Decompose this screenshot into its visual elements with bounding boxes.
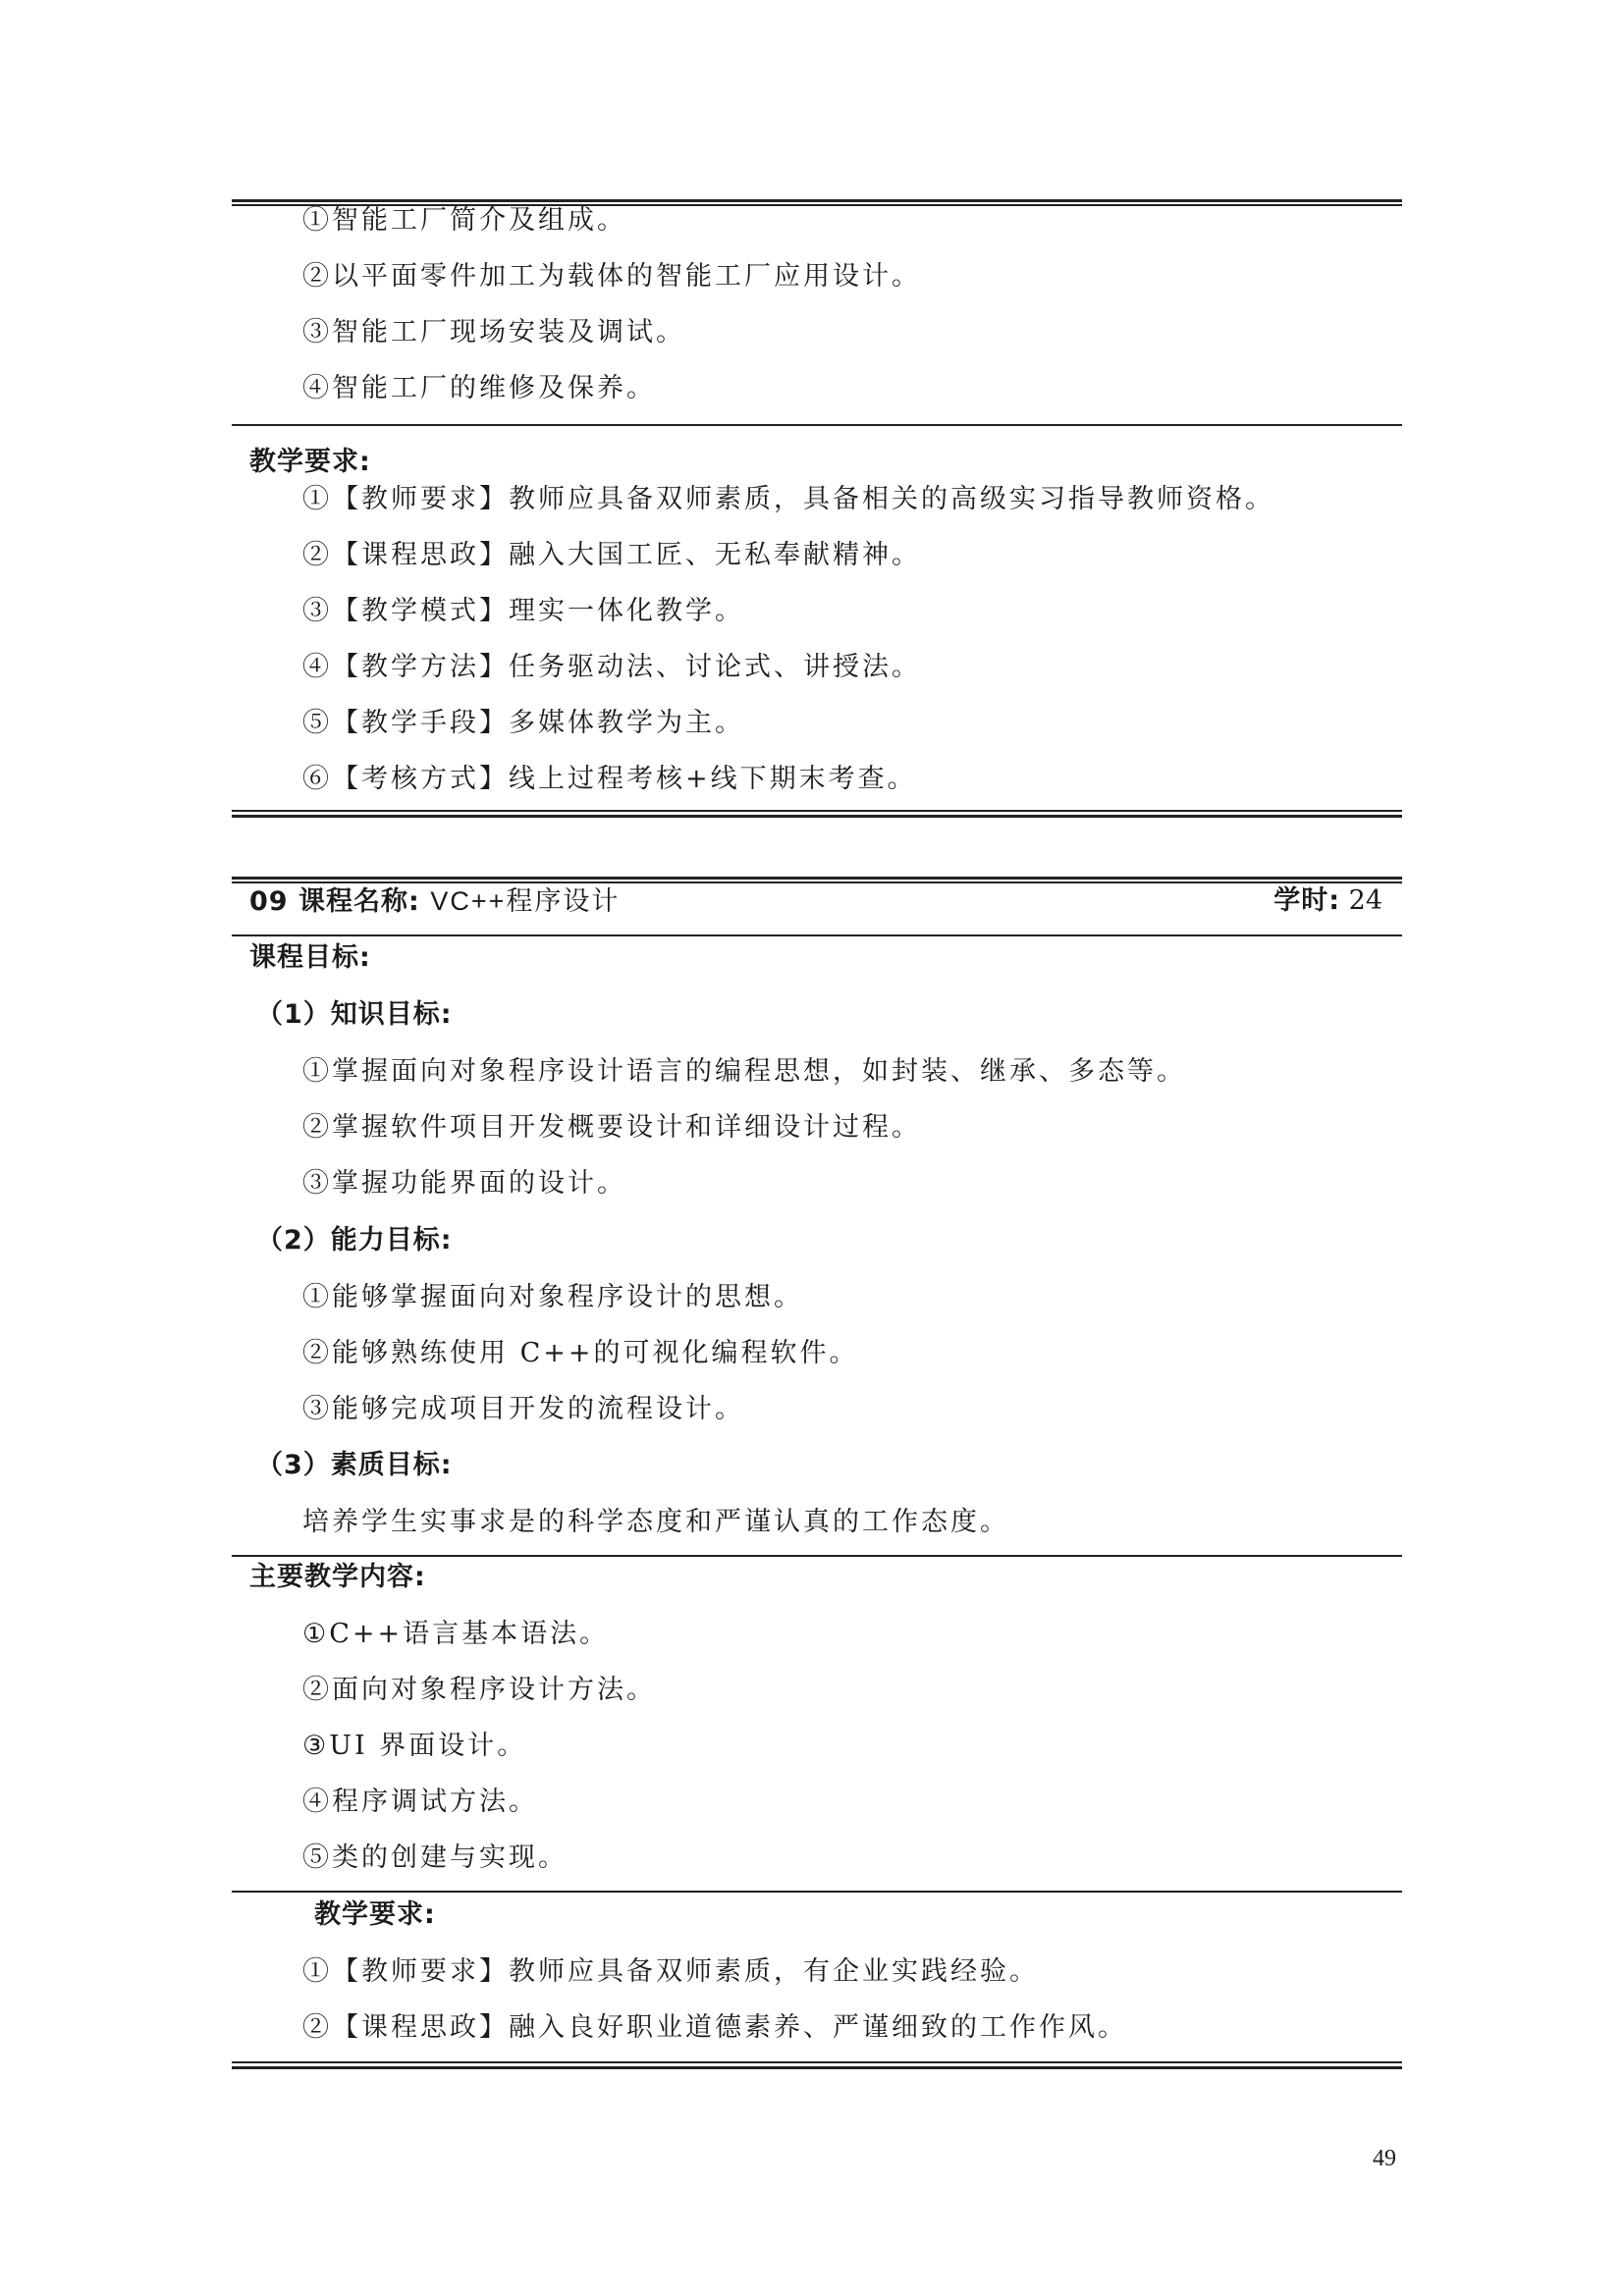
requirement-item: ②【课程思政】融入良好职业道德素养、严谨细致的工作作风。 <box>302 2012 1127 2043</box>
knowledge-item: ②掌握软件项目开发概要设计和详细设计过程。 <box>302 1112 921 1143</box>
requirement-item: ③【教学模式】理实一体化教学。 <box>302 596 744 626</box>
page-number: 49 <box>1373 2146 1396 2171</box>
course-table-bottom-border-outer <box>232 2066 1402 2069</box>
course-name-label: 09 课程名称: <box>249 886 420 917</box>
table-top-border <box>232 199 1402 202</box>
course-title-row <box>249 884 620 919</box>
knowledge-item: ①掌握面向对象程序设计语言的编程思想，如封装、继承、多态等。 <box>302 1056 1186 1087</box>
course-table-top-border-inner <box>232 881 1402 883</box>
requirement-item: ④【教学方法】任务驱动法、讨论式、讲授法。 <box>302 652 921 682</box>
content-heading: 主要教学内容: <box>249 1562 426 1592</box>
requirements-heading: 教学要求: <box>314 1899 436 1930</box>
content-item: ④程序调试方法。 <box>302 1787 538 1817</box>
ability-item: ③能够完成项目开发的流程设计。 <box>302 1394 744 1424</box>
quality-heading: （3）素质目标: <box>256 1450 453 1480</box>
table-bottom-border <box>232 810 1402 812</box>
content-item: ③UI 界面设计。 <box>302 1731 527 1761</box>
row-divider <box>232 1555 1402 1557</box>
hours-value: 24 <box>1348 885 1382 916</box>
knowledge-item: ③掌握功能界面的设计。 <box>302 1168 626 1199</box>
content-item: ④智能工厂的维修及保养。 <box>302 373 656 403</box>
quality-item: 培养学生实事求是的科学态度和严谨认真的工作态度。 <box>302 1507 1009 1537</box>
ability-item: ②能够熟练使用 C++的可视化编程软件。 <box>302 1338 859 1368</box>
content-item: ①智能工厂简介及组成。 <box>302 205 626 236</box>
hours-label: 学时: <box>1273 885 1341 916</box>
course-hours <box>1273 884 1382 918</box>
course-table-top-border <box>232 877 1402 880</box>
requirement-item: ②【课程思政】融入大国工匠、无私奉献精神。 <box>302 540 921 570</box>
content-item: ②面向对象程序设计方法。 <box>302 1675 656 1705</box>
row-divider <box>232 934 1402 936</box>
requirement-item: ①【教师要求】教师应具备双师素质，具备相关的高级实习指导教师资格。 <box>302 484 1274 514</box>
requirement-item: ⑥【考核方式】线上过程考核+线下期末考查。 <box>302 764 917 794</box>
knowledge-heading: （1）知识目标: <box>256 999 453 1030</box>
table-bottom-border-outer <box>232 815 1402 818</box>
ability-item: ①能够掌握面向对象程序设计的思想。 <box>302 1282 803 1312</box>
objectives-heading: 课程目标: <box>249 942 371 973</box>
content-item: ⑤类的创建与实现。 <box>302 1842 568 1873</box>
row-divider <box>232 1891 1402 1893</box>
row-divider <box>232 424 1402 426</box>
content-item: ③智能工厂现场安装及调试。 <box>302 317 685 347</box>
course-table-bottom-border <box>232 2061 1402 2063</box>
course-name-value: VC++程序设计 <box>430 886 621 916</box>
requirement-item: ⑤【教学手段】多媒体教学为主。 <box>302 708 744 738</box>
section-heading: 教学要求: <box>249 447 371 477</box>
content-item: ①C++语言基本语法。 <box>302 1619 610 1649</box>
content-item: ②以平面零件加工为载体的智能工厂应用设计。 <box>302 261 921 292</box>
requirement-item: ①【教师要求】教师应具备双师素质，有企业实践经验。 <box>302 1956 1039 1987</box>
ability-heading: （2）能力目标: <box>256 1225 453 1255</box>
